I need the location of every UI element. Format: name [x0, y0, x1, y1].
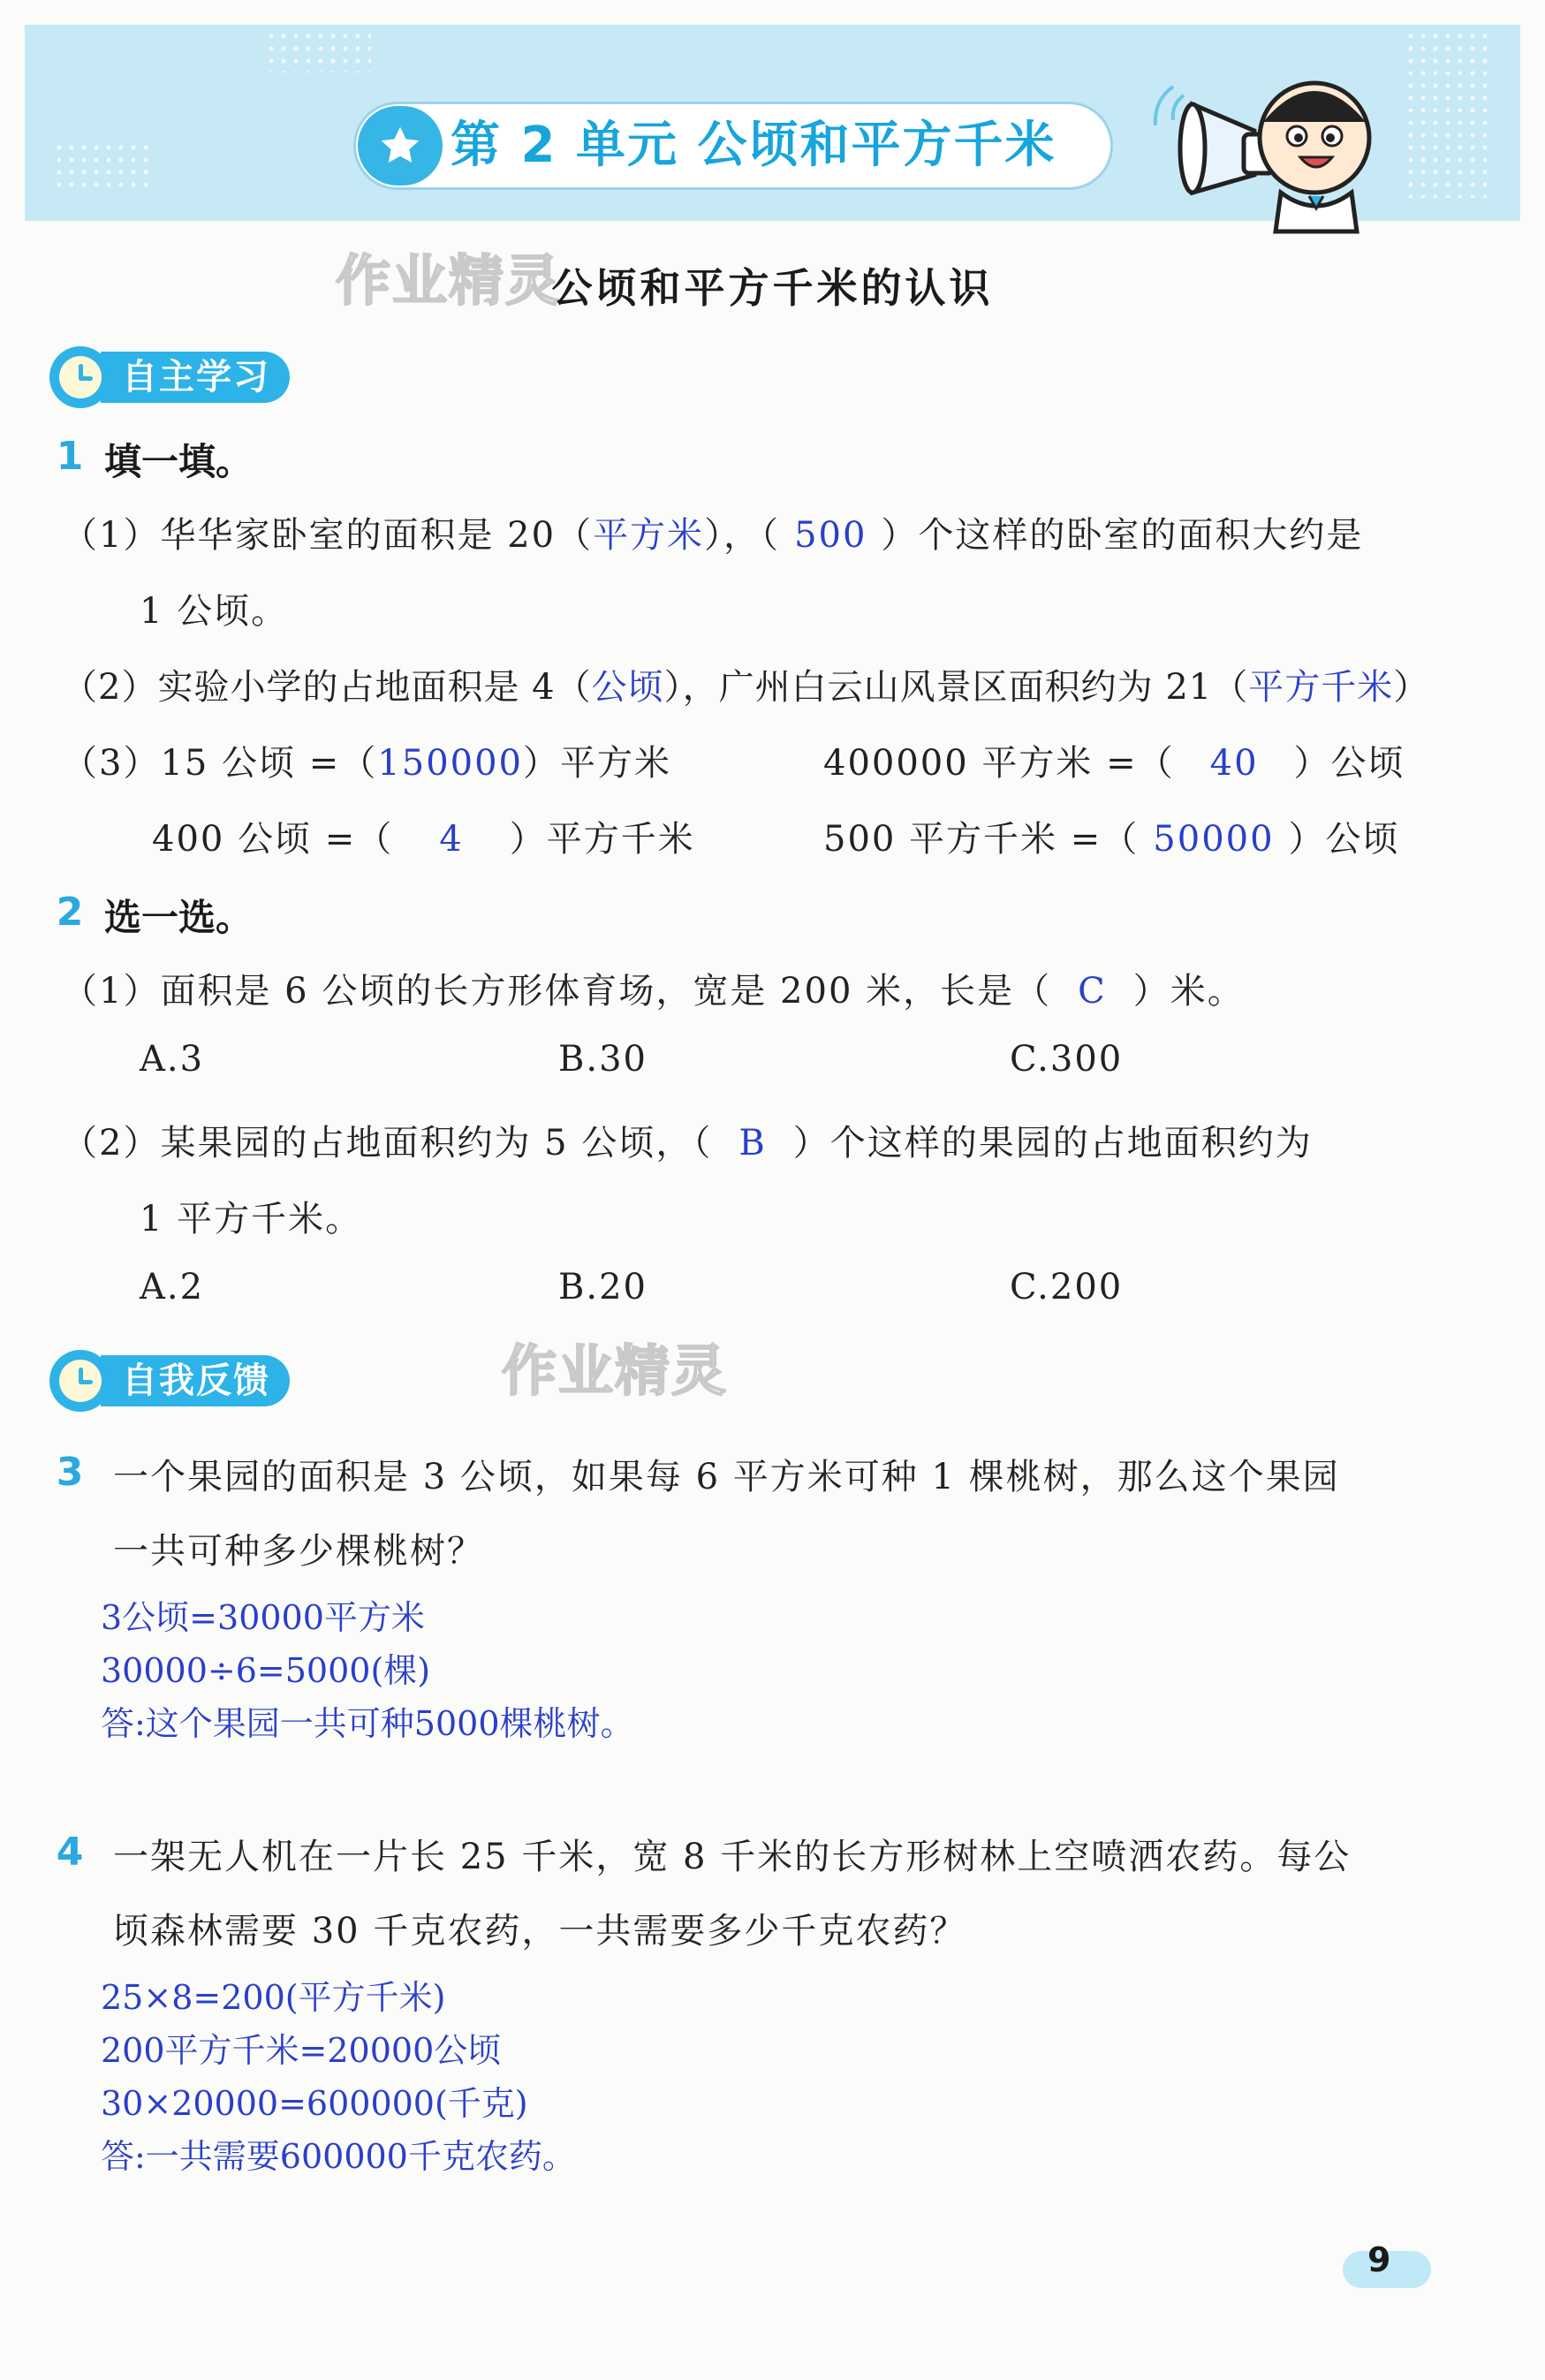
lesson-title: 公顷和平方千米的认识 [551, 264, 994, 312]
answer: 500 [794, 515, 867, 556]
q4-text-1: 一架无人机在一片长 25 千米，宽 8 千米的长方形树林上空喷洒农药。每公 [113, 1837, 1352, 1877]
page-number: 9 [1367, 2240, 1391, 2279]
answer: B [738, 1123, 767, 1163]
q4-answer-line: 30×20000=600000(千克) [101, 2084, 528, 2123]
q4-answer-line: 200平方千米=20000公顷 [101, 2031, 502, 2070]
answer: 150000 [377, 743, 523, 784]
q3-answer-line: 答:这个果园一共可种5000棵桃树。 [101, 1704, 634, 1743]
q4-answer-line: 25×8=200(平方千米) [101, 1978, 446, 2017]
question-title: 填一填。 [104, 440, 254, 483]
q1-line-2: （2）实验小学的占地面积是 4（公顷），广州白云山风景区面积约为 21（平方千米） [62, 667, 1430, 708]
dot-pattern [1405, 30, 1493, 198]
q3-text-1: 一个果园的面积是 3 公顷，如果每 6 平方米可种 1 棵桃树，那么这个果园 [113, 1457, 1340, 1497]
answer: C [1078, 971, 1107, 1012]
question-number: 2 [56, 890, 84, 935]
question-title: 选一选。 [104, 896, 254, 939]
answer: 公顷 [591, 667, 664, 708]
q1-line-1: （1）华华家卧室的面积是 20（平方米），（ 500 ）个这样的卧室的面积大约是 [62, 515, 1364, 556]
q1-line-4a: 400 公顷 =（ 4 ）平方千米 [152, 819, 695, 860]
mascot-megaphone-icon [1148, 60, 1378, 237]
section-study-label: 自主学习 [101, 352, 290, 403]
q2-line-2: （2）某果园的占地面积约为 5 公顷，（ B ）个这样的果园的占地面积约为 [62, 1123, 1313, 1163]
answer: 50000 [1153, 819, 1275, 860]
section-feedback-label: 自我反馈 [101, 1355, 290, 1406]
answer: 平方米 [593, 515, 705, 556]
dot-pattern [265, 30, 371, 72]
watermark: 作业精灵 [336, 248, 563, 313]
star-icon [358, 106, 443, 186]
answer: 平方千米 [1248, 667, 1394, 708]
unit-title: 第 2 单元 公顷和平方千米 [451, 117, 1057, 174]
q1-line-1b: 1 公顷。 [140, 591, 289, 632]
option: A.3 [140, 1039, 205, 1080]
watermark: 作业精灵 [502, 1338, 729, 1403]
answer: 4 [439, 819, 464, 860]
q1-line-3a: （3）15 公顷 =（150000）平方米 [62, 743, 671, 784]
section-study-badge [49, 346, 293, 408]
option: C.300 [1010, 1039, 1124, 1080]
dot-pattern [53, 141, 150, 194]
q1-line-4b: 500 平方千米 =（ 50000 ）公顷 [823, 819, 1400, 860]
option: B.20 [558, 1267, 648, 1307]
answer: 40 [1209, 743, 1259, 784]
q4-answer-line: 答:一共需要600000千克农药。 [101, 2137, 576, 2176]
question-number: 3 [56, 1450, 84, 1495]
q2-line-2b: 1 平方千米。 [140, 1199, 363, 1239]
q1-line-3b: 400000 平方米 =（ 40 ）公顷 [823, 743, 1405, 784]
option: B.30 [558, 1039, 648, 1080]
q3-answer-line: 3公顷=30000平方米 [101, 1598, 425, 1637]
q2-line-1: （1）面积是 6 公顷的长方形体育场，宽是 200 米，长是（ C ）米。 [62, 971, 1245, 1012]
question-number: 1 [56, 434, 84, 479]
q3-answer-line: 30000÷6=5000(棵) [101, 1651, 431, 1690]
clock-icon [49, 1350, 111, 1412]
question-number: 4 [56, 1830, 84, 1875]
section-feedback-badge [49, 1350, 293, 1412]
clock-icon [49, 346, 111, 408]
option: A.2 [140, 1267, 205, 1307]
q4-text-2: 顷森林需要 30 千克农药，一共需要多少千克农药？ [113, 1911, 967, 1952]
q3-text-2: 一共可种多少棵桃树？ [113, 1531, 484, 1572]
option: C.200 [1010, 1267, 1124, 1307]
